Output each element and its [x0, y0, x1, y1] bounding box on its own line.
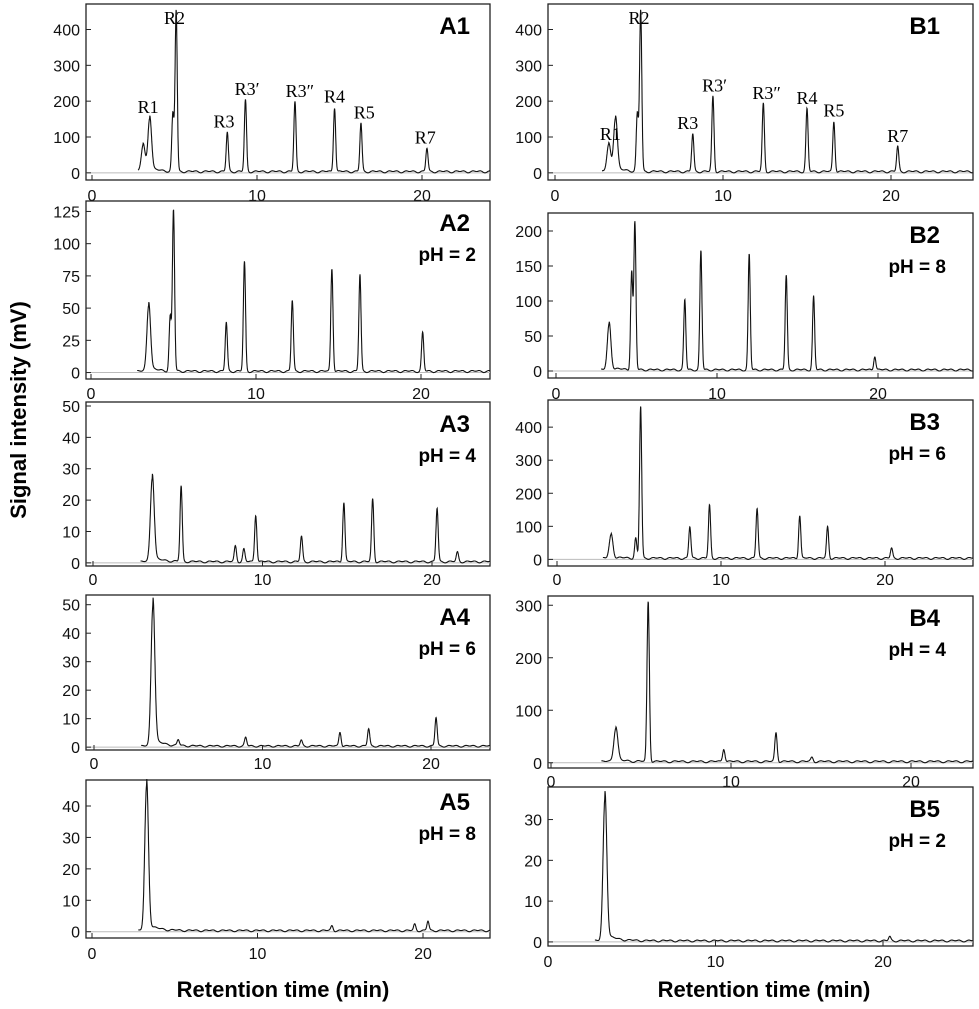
peak-label: R5 — [823, 100, 845, 121]
peak-label: R3′ — [234, 79, 260, 100]
x-tick-label: 10 — [722, 774, 740, 791]
y-tick-label: 300 — [53, 58, 80, 76]
ph-label: pH = 2 — [888, 831, 946, 852]
y-tick-label: 0 — [71, 924, 80, 942]
y-tick-label: 10 — [62, 711, 80, 729]
panel-frame — [86, 780, 490, 938]
panel-label: B5 — [909, 796, 940, 823]
y-tick-label: 400 — [515, 420, 542, 438]
panel-label: B3 — [909, 409, 940, 436]
y-tick-label: 20 — [62, 861, 80, 879]
y-tick-label: 10 — [62, 524, 80, 542]
x-tick-label: 20 — [414, 946, 432, 963]
peak-label: R5 — [353, 102, 375, 123]
x-tick-label: 10 — [714, 188, 732, 205]
x-tick-label: 20 — [412, 386, 430, 403]
y-tick-label: 30 — [62, 654, 80, 672]
panel-a1 — [53, 4, 490, 205]
peak-label: R3′ — [702, 75, 728, 96]
panel-a5 — [62, 779, 490, 963]
y-tick-label: 20 — [524, 853, 542, 871]
panel-a4 — [62, 595, 490, 773]
panel-label: A3 — [439, 411, 470, 438]
x-tick-label: 20 — [869, 386, 887, 403]
chromatogram-trace — [137, 210, 490, 373]
panel-b3 — [515, 400, 973, 589]
x-tick-label: 20 — [882, 188, 900, 205]
x-tick-label: 20 — [902, 774, 920, 791]
panel-b1 — [515, 4, 973, 205]
ph-label: pH = 4 — [418, 446, 476, 467]
peak-label: R7 — [414, 127, 436, 148]
panel-a2 — [53, 201, 490, 403]
chromatogram-trace — [141, 598, 490, 748]
y-tick-label: 100 — [53, 130, 80, 147]
y-tick-label: 30 — [524, 812, 542, 830]
chromatogram-trace — [141, 474, 490, 563]
y-tick-label: 400 — [53, 22, 80, 40]
y-tick-label: 40 — [62, 626, 80, 644]
peak-label: R3 — [677, 113, 699, 134]
ph-label: pH = 2 — [418, 245, 476, 266]
x-tick-label: 0 — [546, 774, 556, 791]
peak-label: R1 — [599, 123, 621, 144]
x-tick-label: 0 — [89, 756, 99, 773]
ph-label: pH = 4 — [888, 640, 946, 661]
panel-label: A4 — [439, 604, 470, 631]
y-tick-label: 40 — [62, 430, 80, 448]
y-tick-label: 100 — [515, 294, 542, 311]
panel-b4 — [515, 596, 973, 791]
y-tick-label: 50 — [62, 399, 80, 416]
x-tick-label: 0 — [88, 572, 98, 589]
panel-label: B4 — [909, 605, 940, 632]
x-tick-label: 10 — [247, 386, 265, 403]
y-tick-label: 30 — [62, 830, 80, 848]
y-tick-label: 300 — [515, 598, 542, 616]
y-tick-label: 200 — [515, 650, 542, 668]
x-tick-label: 10 — [248, 188, 266, 205]
y-tick-label: 20 — [62, 493, 80, 511]
y-tick-label: 25 — [62, 333, 80, 351]
y-tick-label: 400 — [515, 22, 542, 40]
panel-label: B1 — [909, 13, 940, 40]
panel-b5 — [524, 787, 973, 971]
x-tick-label: 20 — [876, 572, 894, 589]
peak-label: R4 — [324, 86, 346, 107]
peak-label: R2 — [163, 8, 186, 28]
y-tick-label: 40 — [62, 799, 80, 816]
y-tick-label: 10 — [524, 894, 542, 912]
y-tick-label: 50 — [524, 329, 542, 346]
peak-label: R7 — [887, 125, 909, 146]
chromatogram-trace — [138, 779, 490, 932]
y-tick-label: 0 — [71, 740, 80, 758]
ph-label: pH = 8 — [888, 257, 946, 278]
y-tick-label: 0 — [533, 755, 542, 773]
y-tick-label: 200 — [515, 224, 542, 241]
x-tick-label: 0 — [86, 386, 96, 403]
y-tick-label: 100 — [515, 130, 542, 147]
x-tick-label: 0 — [87, 188, 97, 205]
x-tick-label: 0 — [551, 386, 561, 403]
peak-label: R1 — [137, 97, 159, 118]
panel-a3 — [62, 399, 490, 589]
y-tick-label: 0 — [71, 555, 80, 573]
x-tick-label: 10 — [706, 954, 725, 971]
panel-label: A1 — [439, 13, 470, 40]
y-tick-label: 200 — [515, 94, 542, 112]
y-tick-label: 0 — [71, 165, 80, 183]
y-axis-label: Signal intensity (mV) — [6, 301, 31, 519]
x-tick-label: 20 — [423, 572, 441, 589]
y-tick-label: 0 — [533, 165, 542, 183]
ph-label: pH = 6 — [418, 639, 476, 660]
y-tick-label: 125 — [53, 204, 80, 222]
x-tick-label: 10 — [712, 572, 730, 589]
peak-label: R2 — [628, 8, 650, 28]
y-tick-label: 50 — [62, 597, 80, 615]
x-tick-label: 10 — [708, 386, 726, 403]
x-tick-label: 0 — [543, 954, 553, 971]
ph-label: pH = 6 — [888, 444, 946, 465]
y-tick-label: 20 — [62, 683, 80, 701]
y-tick-label: 10 — [62, 893, 80, 911]
y-tick-label: 0 — [533, 934, 542, 952]
x-tick-label: 0 — [550, 188, 560, 205]
x-tick-label: 10 — [248, 946, 267, 963]
y-tick-label: 30 — [62, 461, 80, 479]
panel-label: A5 — [439, 789, 470, 816]
y-tick-label: 0 — [533, 364, 542, 381]
x-tick-label: 20 — [874, 954, 892, 971]
y-tick-label: 200 — [53, 94, 80, 112]
y-tick-label: 0 — [533, 552, 542, 570]
y-tick-label: 300 — [515, 453, 542, 471]
y-tick-label: 50 — [62, 301, 80, 319]
x-tick-label: 0 — [87, 946, 97, 963]
x-tick-label: 20 — [413, 188, 431, 205]
x-tick-label: 10 — [253, 756, 272, 773]
panel-b2 — [515, 213, 973, 403]
x-tick-label: 20 — [422, 756, 440, 773]
x-axis-label-left: Retention time (min) — [176, 977, 390, 1002]
peak-label: R3″ — [285, 80, 315, 101]
panel-label: A2 — [439, 210, 470, 237]
y-tick-label: 300 — [515, 58, 542, 76]
y-tick-label: 100 — [53, 236, 80, 254]
y-tick-label: 75 — [62, 268, 80, 286]
x-tick-label: 0 — [552, 572, 562, 589]
peak-label: R3 — [213, 111, 235, 132]
y-tick-label: 0 — [71, 365, 80, 383]
panel-frame — [86, 201, 490, 379]
panel-frame — [86, 595, 490, 750]
x-tick-label: 10 — [253, 572, 272, 589]
y-tick-label: 100 — [515, 519, 542, 537]
y-tick-label: 100 — [515, 703, 542, 721]
peak-label: R3″ — [752, 82, 781, 103]
y-tick-label: 150 — [515, 259, 542, 276]
panel-label: B2 — [909, 222, 940, 249]
panel-frame — [86, 402, 490, 566]
peak-label: R4 — [796, 88, 818, 109]
x-axis-label-right: Retention time (min) — [657, 977, 871, 1002]
y-tick-label: 200 — [515, 486, 542, 504]
ph-label: pH = 8 — [418, 824, 476, 845]
